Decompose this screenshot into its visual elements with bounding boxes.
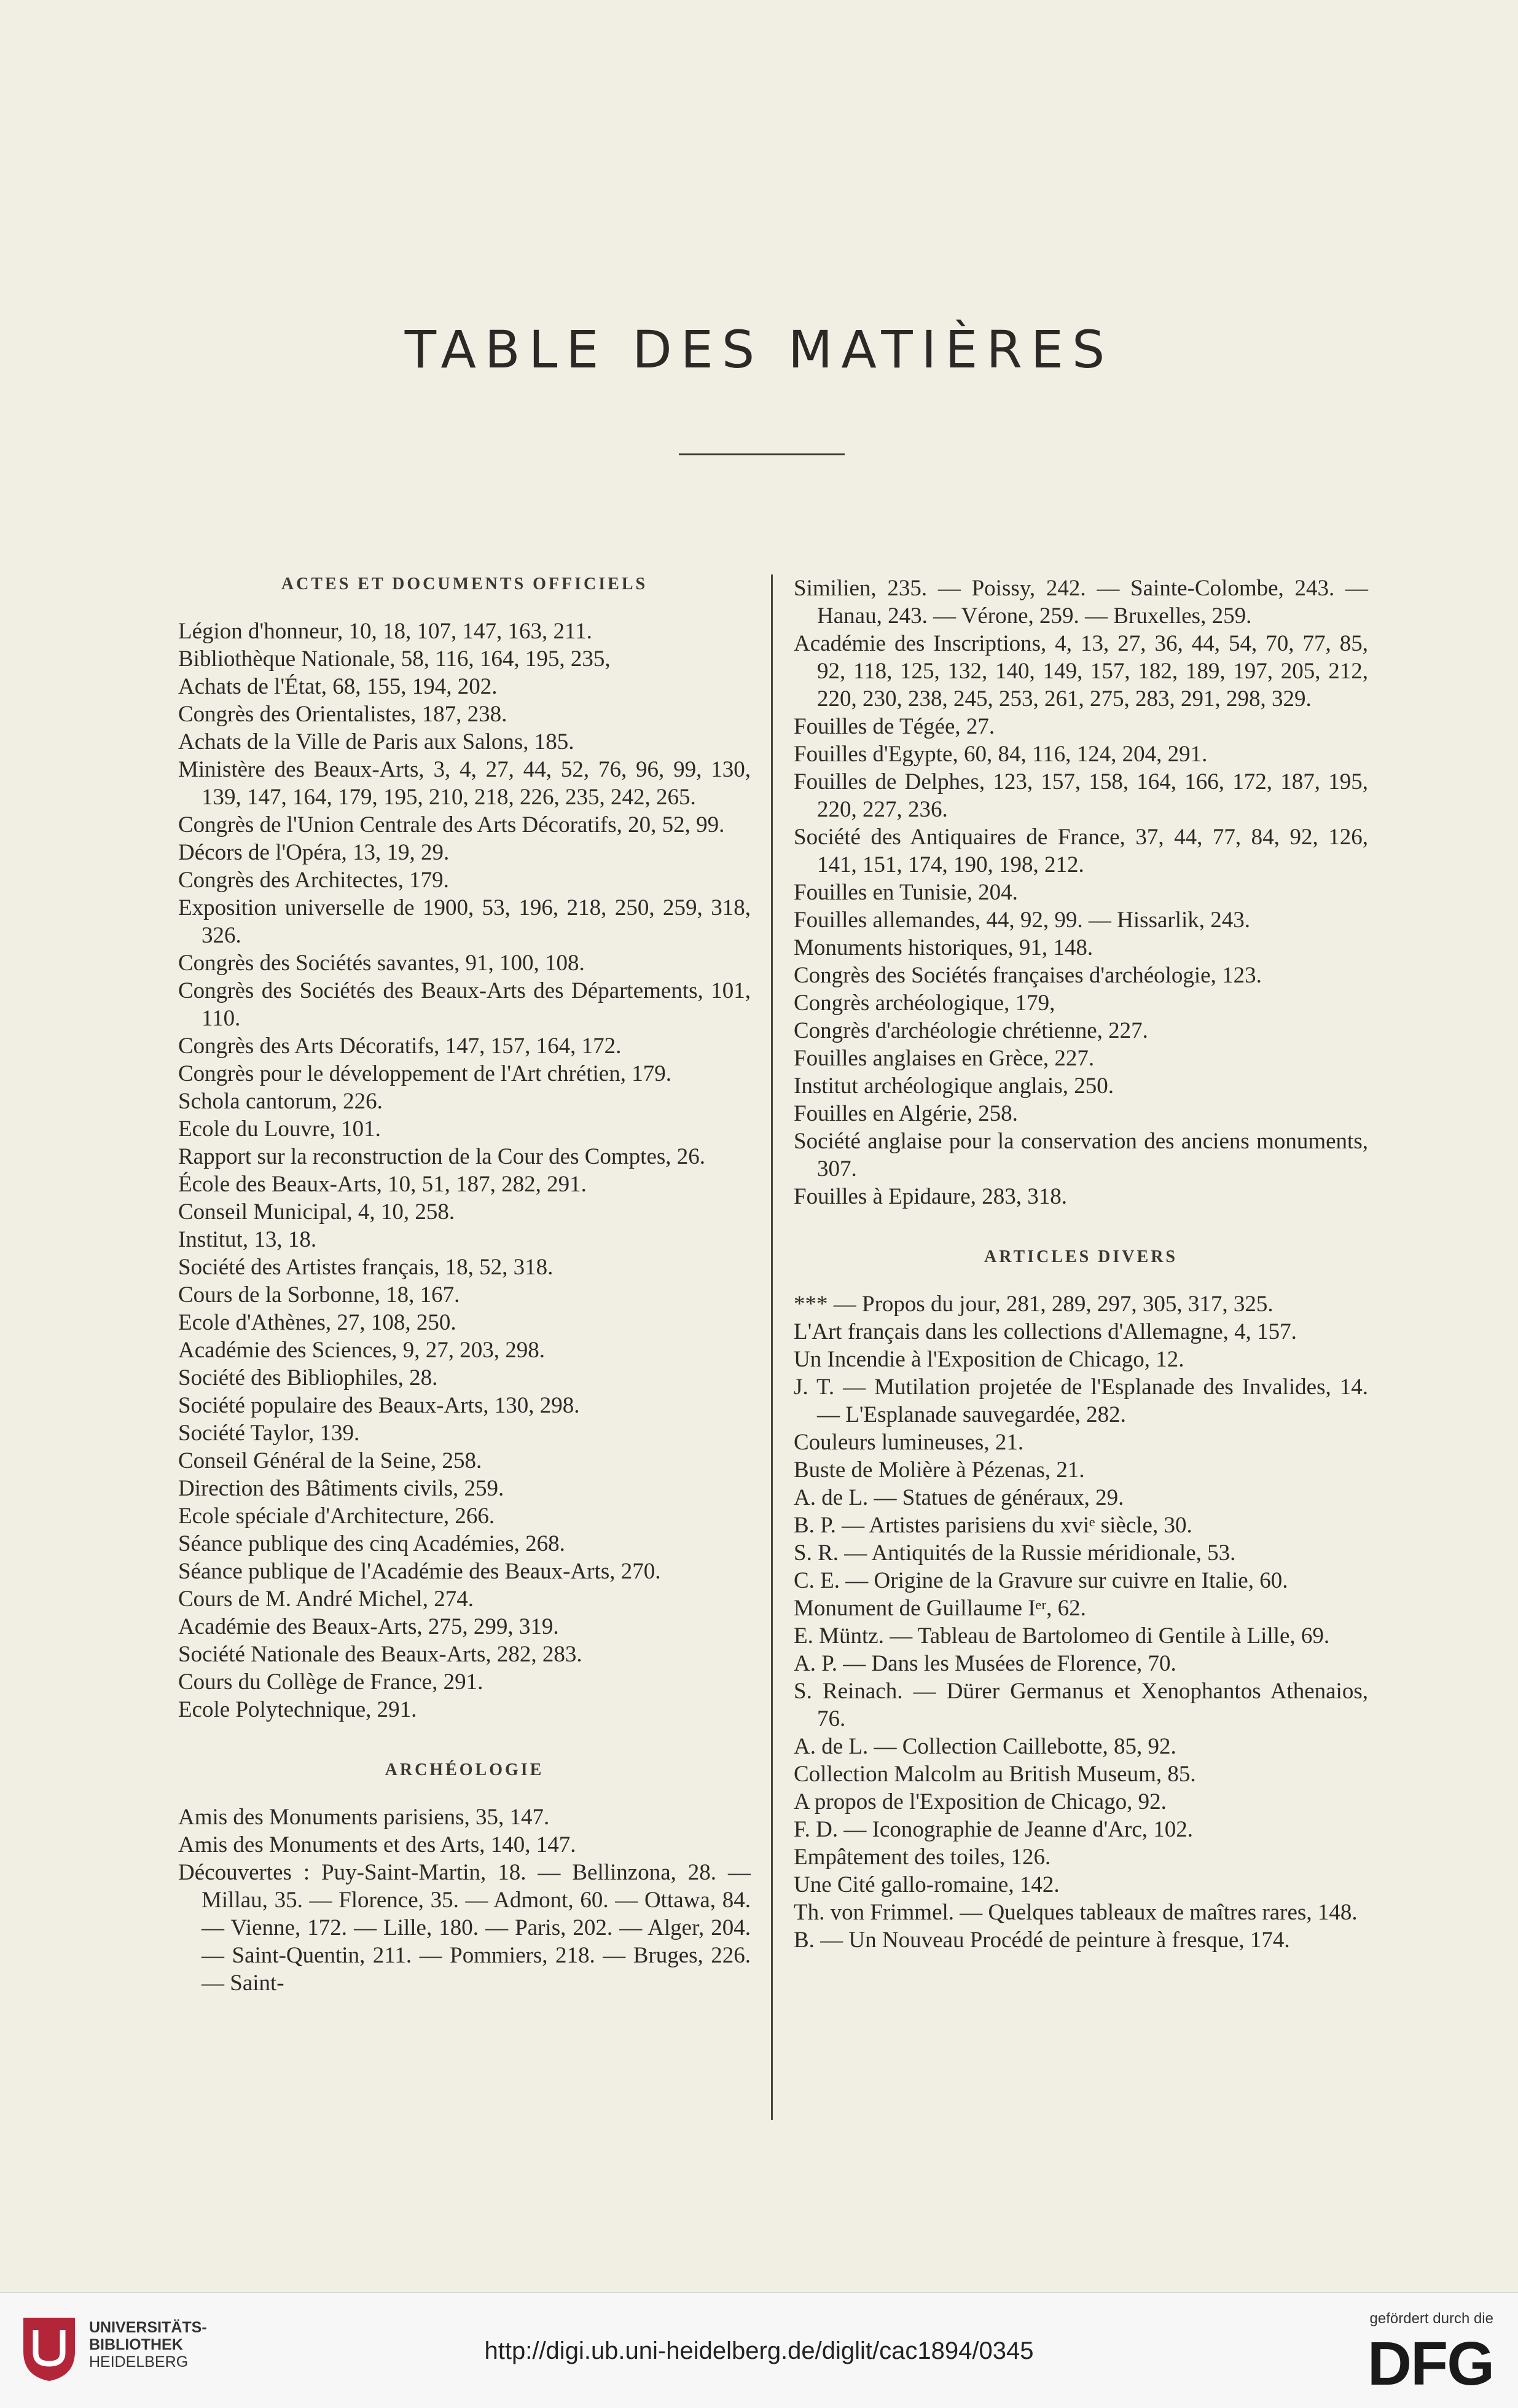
funding-caption: gefördert durch die xyxy=(1369,2310,1493,2327)
section-entries-actes xyxy=(178,618,751,1724)
index-entry: Congrès des Arts Décoratifs, 147, 157, 164, 172. xyxy=(178,1033,622,1059)
index-entry: Académie des Inscriptions, 4, 13, 27, 36, 44, 54, 70, 77, 85, 92, 118, 125, 132, 140, 149, 157, 182, 189, 197, 205, 212, 220, 230, 238, 245, 253, 261, 275, 283, 291, 298, 329. xyxy=(794,631,1368,712)
index-entry: Fouilles à Epidaure, 283, 318. xyxy=(794,1184,1067,1209)
section-entries-archeologie-continued xyxy=(794,575,1368,1210)
index-entry: B. P. — Artistes parisiens du xviᵉ siècle, 30. xyxy=(794,1513,1192,1538)
index-entry: Découvertes : Puy-Saint-Martin, 18. — Bellinzona, 28. — Millau, 35. — Florence, 35. — Admont, 60. — Ottawa, 84. — Vienne, 172. — Lille, 180. — Paris, 202. — Alger, 204. — Saint-Quentin, 211. — Pommiers, 218. — Bruges, 226. — Saint- xyxy=(178,1860,751,1996)
index-entry: Congrès pour le développement de l'Art chrétien, 179. xyxy=(178,1061,671,1086)
index-entry: Ecole spéciale d'Architecture, 266. xyxy=(178,1504,495,1529)
index-entry: Cours de la Sorbonne, 18, 167. xyxy=(178,1282,460,1308)
index-entry: Cours de M. André Michel, 274. xyxy=(178,1586,474,1612)
library-name-line-2: BIBLIOTHEK xyxy=(89,2336,183,2353)
index-entry: Séance publique de l'Académie des Beaux-Arts, 270. xyxy=(178,1559,661,1584)
index-entry: Un Incendie à l'Exposition de Chicago, 12. xyxy=(794,1347,1184,1372)
index-entry: A. P. — Dans les Musées de Florence, 70. xyxy=(794,1651,1176,1676)
index-entry: Société populaire des Beaux-Arts, 130, 298. xyxy=(178,1393,580,1418)
index-entry: Rapport sur la reconstruction de la Cour des Comptes, 26. xyxy=(178,1144,706,1169)
index-entry: A propos de l'Exposition de Chicago, 92. xyxy=(794,1789,1167,1814)
index-entry: Décors de l'Opéra, 13, 19, 29. xyxy=(178,840,450,865)
index-entry: Similien, 235. — Poissy, 242. — Sainte-Colombe, 243. — Hanau, 243. — Vérone, 259. — Bruxelles, 259. xyxy=(794,576,1368,629)
index-entry: Société Taylor, 139. xyxy=(178,1421,360,1446)
section-heading-actes: ACTES ET DOCUMENTS OFFICIELS xyxy=(281,575,648,594)
index-entry: Institut archéologique anglais, 250. xyxy=(794,1073,1114,1099)
digitization-footer xyxy=(0,2292,1518,2408)
index-entry: Ecole d'Athènes, 27, 108, 250. xyxy=(178,1310,456,1335)
index-entry: B. — Un Nouveau Procédé de peinture à fresque, 174. xyxy=(794,1928,1290,1953)
index-entry: Buste de Molière à Pézenas, 21. xyxy=(794,1457,1085,1483)
index-entry: Achats de la Ville de Paris aux Salons, 185. xyxy=(178,729,574,755)
index-entry: Légion d'honneur, 10, 18, 107, 147, 163, 211. xyxy=(178,619,592,644)
index-entry: Congrès des Architectes, 179. xyxy=(178,868,449,893)
index-entry: E. Müntz. — Tableau de Bartolomeo di Gentile à Lille, 69. xyxy=(794,1623,1330,1649)
column-divider xyxy=(771,575,773,2120)
index-entry: L'Art français dans les collections d'Allemagne, 4, 157. xyxy=(794,1319,1297,1344)
index-entry: Empâtement des toiles, 126. xyxy=(794,1845,1051,1870)
index-entry: Congrès des Sociétés des Beaux-Arts des Départements, 101, 110. xyxy=(178,978,751,1031)
index-entry: S. Reinach. — Dürer Germanus et Xenophantos Athenaios, 76. xyxy=(794,1679,1368,1731)
index-entry: Exposition universelle de 1900, 53, 196, 218, 250, 259, 318, 326. xyxy=(178,895,751,948)
index-entry: Congrès des Sociétés savantes, 91, 100, 108. xyxy=(178,951,585,976)
section-heading-archeologie: ARCHÉOLOGIE xyxy=(385,1760,544,1779)
index-entry: F. D. — Iconographie de Jeanne d'Arc, 102. xyxy=(794,1817,1193,1842)
index-entry: Couleurs lumineuses, 21. xyxy=(794,1430,1024,1455)
index-entry: A. de L. — Collection Caillebotte, 85, 92. xyxy=(794,1734,1176,1759)
section-heading-articles-divers: ARTICLES DIVERS xyxy=(984,1247,1178,1266)
section-entries-articles-divers xyxy=(794,1290,1368,1954)
index-entry: Congrès des Orientalistes, 187, 238. xyxy=(178,702,507,727)
index-entry: Congrès des Sociétés françaises d'archéologie, 123. xyxy=(794,963,1262,988)
index-entry: Ecole Polytechnique, 291. xyxy=(178,1697,417,1722)
index-entry: J. T. — Mutilation projetée de l'Esplanade des Invalides, 14. — L'Esplanade sauvegardée, 282. xyxy=(794,1375,1368,1427)
index-entry: Amis des Monuments et des Arts, 140, 147. xyxy=(178,1832,576,1857)
index-entry: Académie des Sciences, 9, 27, 203, 298. xyxy=(178,1338,545,1363)
index-entry: Bibliothèque Nationale, 58, 116, 164, 195, 235, xyxy=(178,646,611,672)
index-entry: C. E. — Origine de la Gravure sur cuivre en Italie, 60. xyxy=(794,1568,1288,1593)
index-entry: Fouilles d'Egypte, 60, 84, 116, 124, 204, 291. xyxy=(794,742,1208,767)
left-column xyxy=(178,575,751,1997)
index-entry: A. de L. — Statues de généraux, 29. xyxy=(794,1485,1124,1510)
index-entry: Académie des Beaux-Arts, 275, 299, 319. xyxy=(178,1614,559,1639)
library-name-line-1: UNIVERSITÄTS- xyxy=(89,2319,207,2336)
index-entry: Cours du Collège de France, 291. xyxy=(178,1669,483,1695)
index-entry: Fouilles allemandes, 44, 92, 99. — Hissarlik, 243. xyxy=(794,908,1251,933)
index-entry: Une Cité gallo-romaine, 142. xyxy=(794,1872,1060,1897)
index-entry: Fouilles en Algérie, 258. xyxy=(794,1101,1018,1126)
index-entry: Société des Artistes français, 18, 52, 318. xyxy=(178,1255,554,1280)
index-entry: Société des Antiquaires de France, 37, 44, 77, 84, 92, 126, 141, 151, 174, 190, 198, 212. xyxy=(794,825,1368,877)
index-entry: Th. von Frimmel. — Quelques tableaux de maîtres rares, 148. xyxy=(794,1900,1358,1925)
index-entry: École des Beaux-Arts, 10, 51, 187, 282, 291. xyxy=(178,1172,587,1197)
index-entry: Fouilles de Tégée, 27. xyxy=(794,714,995,739)
index-entry: Institut, 13, 18. xyxy=(178,1227,317,1252)
index-entry: Fouilles en Tunisie, 204. xyxy=(794,880,1018,905)
index-entry: Achats de l'État, 68, 155, 194, 202. xyxy=(178,674,498,699)
index-entry: Société des Bibliophiles, 28. xyxy=(178,1365,438,1390)
page-url-link[interactable]: http://digi.ub.uni-heidelberg.de/diglit/cac1894/0345 xyxy=(484,2337,1034,2364)
index-entry: Amis des Monuments parisiens, 35, 147. xyxy=(178,1805,550,1830)
index-entry: Monuments historiques, 91, 148. xyxy=(794,935,1094,960)
index-entry: Congrès de l'Union Centrale des Arts Décoratifs, 20, 52, 99. xyxy=(178,812,725,837)
index-entry: Ministère des Beaux-Arts, 3, 4, 27, 44, 52, 76, 96, 99, 130, 139, 147, 164, 179, 195, 210, 218, 226, 235, 242, 265. xyxy=(178,757,751,810)
index-entry: Congrès d'archéologie chrétienne, 227. xyxy=(794,1018,1148,1043)
index-entry: Schola cantorum, 226. xyxy=(178,1089,383,1114)
section-entries-archeologie xyxy=(178,1803,751,1997)
index-entry: Société anglaise pour la conservation des anciens monuments, 307. xyxy=(794,1129,1368,1182)
index-entry: Ecole du Louvre, 101. xyxy=(178,1116,381,1142)
index-entry: Fouilles de Delphes, 123, 157, 158, 164, 166, 172, 187, 195, 220, 227, 236. xyxy=(794,769,1368,822)
index-entry: Direction des Bâtiments civils, 259. xyxy=(178,1476,504,1501)
dfg-logo-icon: DFG xyxy=(1367,2329,1493,2398)
index-entry: Conseil Général de la Seine, 258. xyxy=(178,1448,482,1473)
index-entry: Monument de Guillaume Iᵉʳ, 62. xyxy=(794,1596,1086,1621)
index-entry: Collection Malcolm au British Museum, 85. xyxy=(794,1762,1196,1787)
title-divider xyxy=(679,453,845,455)
index-entry: *** — Propos du jour, 281, 289, 297, 305, 317, 325. xyxy=(794,1292,1273,1317)
library-name-line-3: HEIDELBERG xyxy=(89,2353,189,2371)
right-column xyxy=(794,575,1368,1954)
index-entry: Congrès archéologique, 179, xyxy=(794,990,1055,1016)
index-entry: Séance publique des cinq Académies, 268. xyxy=(178,1531,565,1556)
index-entry: Fouilles anglaises en Grèce, 227. xyxy=(794,1046,1095,1071)
index-entry: Société Nationale des Beaux-Arts, 282, 283. xyxy=(178,1642,582,1667)
index-entry: Conseil Municipal, 4, 10, 258. xyxy=(178,1199,455,1225)
index-entry: S. R. — Antiquités de la Russie méridionale, 53. xyxy=(794,1540,1236,1566)
page-title: TABLE DES MATIÈRES xyxy=(404,320,1114,380)
